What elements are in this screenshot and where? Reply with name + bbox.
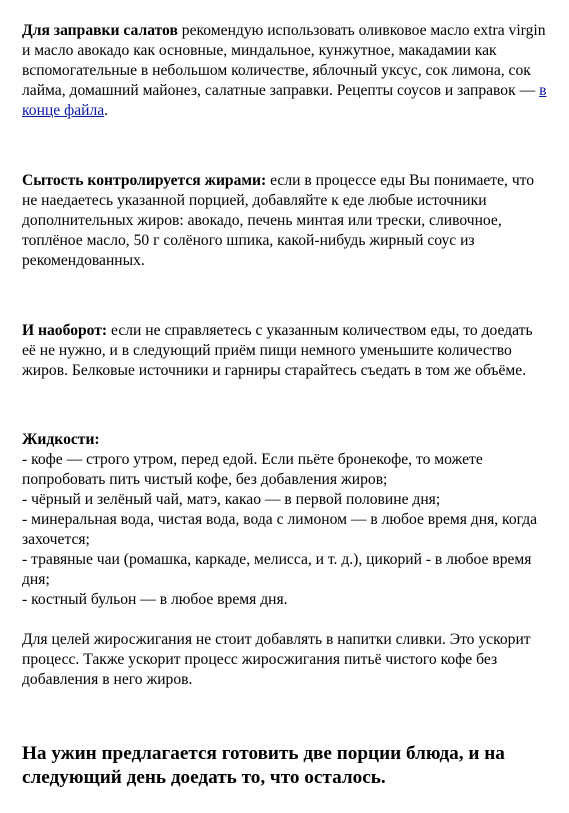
- salad-dressing-period: .: [104, 102, 109, 119]
- opposite-heading: И наоборот:: [22, 322, 108, 339]
- salad-dressing-paragraph: [22, 21, 548, 121]
- liquids-heading: Жидкости:: [22, 431, 100, 448]
- satiety-heading: Сытость контролируется жирами:: [22, 172, 267, 189]
- fat-burning-paragraph: Для целей жиросжигания не стоит добавлять в напитки сливки. Это ускорит процесс. Также ускорит процесс жиросжигания питьё чистого кофе без добавления в него жиров.: [22, 631, 531, 688]
- opposite-text: если не справляетесь с указанным количеством еды, то доедать её не нужно, и в следующий приём пищи немного уменьшите количество жиров. Белковые источники и гарниры старайтесь съедать в том же объёме.: [22, 322, 533, 379]
- end-of-file-link[interactable]: в конце файла: [22, 82, 547, 119]
- salad-dressing-text: рекомендую использовать оливковое масло extra virgin и масло авокадо как основные, миндальное, кунжутное, макадамии как вспомогательные в небольшом количестве, яблочный уксус, сок лимона, сок лайма, домашний майонез, салатные заправки. Рецепты соусов и заправок —: [22, 22, 546, 99]
- liquids-section: [22, 430, 548, 610]
- opposite-paragraph: [22, 321, 548, 381]
- document-page: [22, 21, 548, 790]
- liquids-item-water: - минеральная вода, чистая вода, вода с лимоном — в любое время дня, когда захочется;: [22, 511, 538, 548]
- liquids-item-coffee: - кофе — строго утром, перед едой. Если пьёте бронекофе, то можете попробовать пить чистый кофе, без добавления жиров;: [22, 451, 483, 488]
- satiety-paragraph: [22, 171, 548, 271]
- liquids-item-broth: - костный бульон — в любое время дня.: [22, 591, 288, 608]
- dinner-paragraph: На ужин предлагается готовить две порции блюда, и на следующий день доедать то, что осталось.: [22, 743, 505, 788]
- salad-dressing-heading: Для заправки салатов: [22, 22, 178, 39]
- satiety-text: если в процессе еды Вы понимаете, что не наедаетесь указанной порцией, добавляйте к еде любые источники дополнительных жиров: авокадо, печень минтая или трески, сливочное, топлёное масло, 50 г солёного шпика, какой-нибудь жирный соус из рекомендованных.: [22, 172, 535, 269]
- liquids-item-herbal: - травяные чаи (ромашка, каркаде, мелисса, и т. д.), цикорий - в любое время дня;: [22, 551, 532, 588]
- liquids-item-tea: - чёрный и зелёный чай, матэ, какао — в первой половине дня;: [22, 491, 441, 508]
